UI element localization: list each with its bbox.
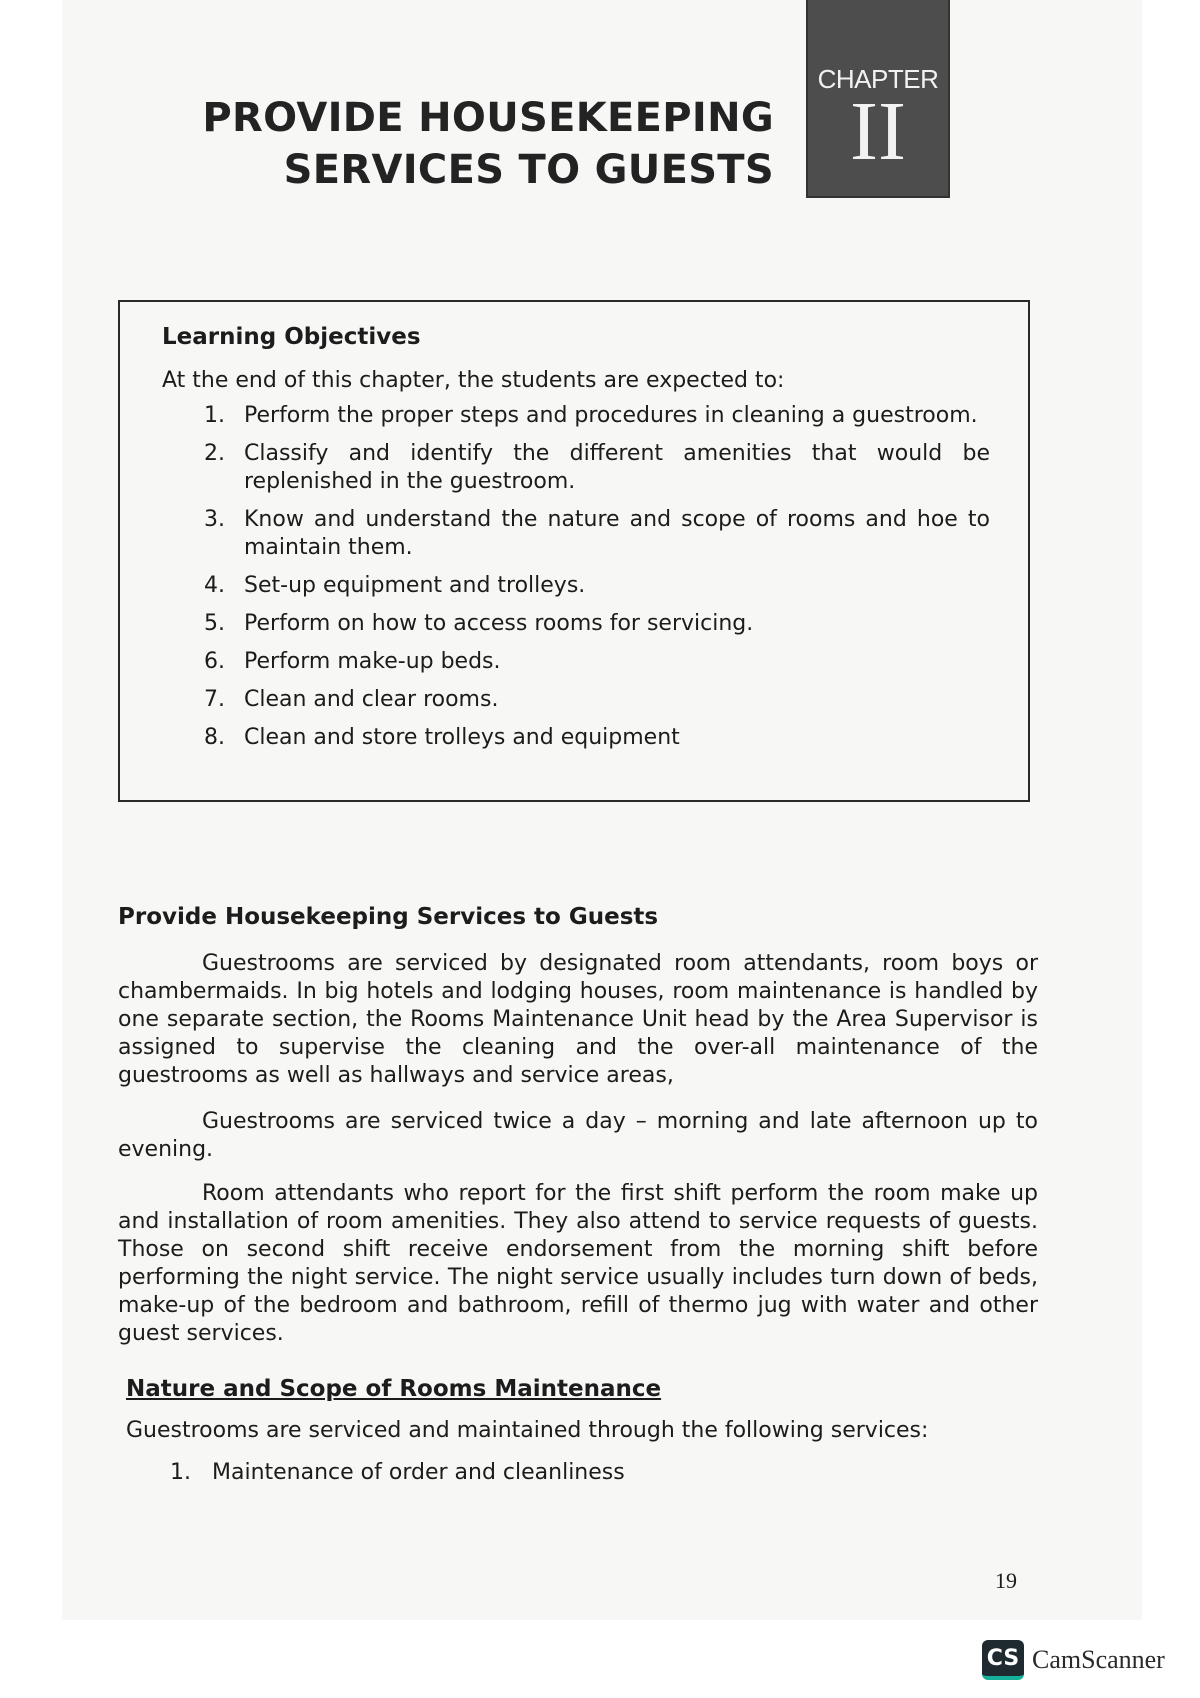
objective-text: Set-up equipment and trolleys. (244, 573, 586, 598)
body-paragraph-3: Room attendants who report for the first shift perform the room make up and installation of room amenities. They also attend to service requests of guests. Those on second shift receive endorsement from the morning shift before performing the night service. The night service usually includes turn down of beds, make-up of the bedroom and bathroom, refill of thermo jug with water and other guest services. (118, 1181, 1038, 1346)
services-item-number: 1. (170, 1460, 191, 1485)
objective-text: Perform make-up beds. (244, 649, 501, 674)
services-list-item (126, 1460, 625, 1485)
objective-item (162, 572, 990, 600)
camscanner-name: CamScanner (1032, 1645, 1165, 1674)
objective-text: Perform the proper steps and procedures in cleaning a guestroom. (244, 403, 978, 428)
objective-text: Clean and clear rooms. (244, 687, 499, 712)
objective-number: 4. (204, 573, 225, 598)
objective-item (162, 610, 990, 638)
camscanner-watermark (982, 1640, 1165, 1680)
objective-item (162, 648, 990, 676)
objective-text: Clean and store trolleys and equipment (244, 725, 680, 750)
section-heading: Provide Housekeeping Services to Guests (118, 904, 659, 930)
objective-number: 2. (204, 441, 225, 466)
objective-item (162, 440, 990, 496)
learning-objectives-heading: Learning Objectives (162, 324, 421, 350)
camscanner-logo-icon: CS (982, 1640, 1024, 1680)
chapter-title-line-2: SERVICES TO GUESTS (283, 147, 774, 193)
body-paragraph-1: Guestrooms are serviced by designated room attendants, room boys or chambermaids. In big hotels and lodging houses, room maintenance is handled by one separate section, the Rooms Maintenance Unit head by the Area Supervisor is assigned to supervise the cleaning and the over-all maintenance of the guestrooms as well as hallways and service areas, (118, 951, 1038, 1088)
learning-objectives-intro: At the end of this chapter, the students are expected to: (162, 368, 785, 393)
objective-number: 7. (204, 687, 225, 712)
objective-number: 5. (204, 611, 225, 636)
learning-objectives-box (118, 300, 1030, 802)
objective-item (162, 724, 990, 752)
page-number: 19 (995, 1568, 1017, 1593)
nature-scope-heading: Nature and Scope of Rooms Maintenance (126, 1376, 662, 1402)
body-paragraph-2: Guestrooms are serviced twice a day – morning and late afternoon up to evening. (118, 1109, 1038, 1162)
objective-item (162, 402, 990, 430)
nature-scope-intro: Guestrooms are serviced and maintained through the following services: (126, 1418, 929, 1443)
objective-item (162, 506, 990, 562)
objective-number: 3. (204, 507, 225, 532)
objective-number: 6. (204, 649, 225, 674)
objective-item (162, 686, 990, 714)
objective-number: 1. (204, 403, 225, 428)
objective-text: Classify and identify the different amenities that would be replenished in the guestroom. (244, 441, 990, 494)
objective-text: Perform on how to access rooms for servicing. (244, 611, 754, 636)
services-list (126, 1460, 625, 1485)
chapter-title (202, 92, 774, 196)
learning-objectives-list (162, 402, 990, 762)
chapter-title-line-1: PROVIDE HOUSEKEEPING (202, 95, 774, 141)
objective-text: Know and understand the nature and scope of rooms and hoe to maintain them. (244, 507, 990, 560)
chapter-tab (806, 0, 950, 198)
objective-number: 8. (204, 725, 225, 750)
chapter-label: CHAPTER (817, 64, 939, 94)
services-item-text: Maintenance of order and cleanliness (212, 1460, 625, 1485)
chapter-numeral: II (850, 85, 906, 178)
